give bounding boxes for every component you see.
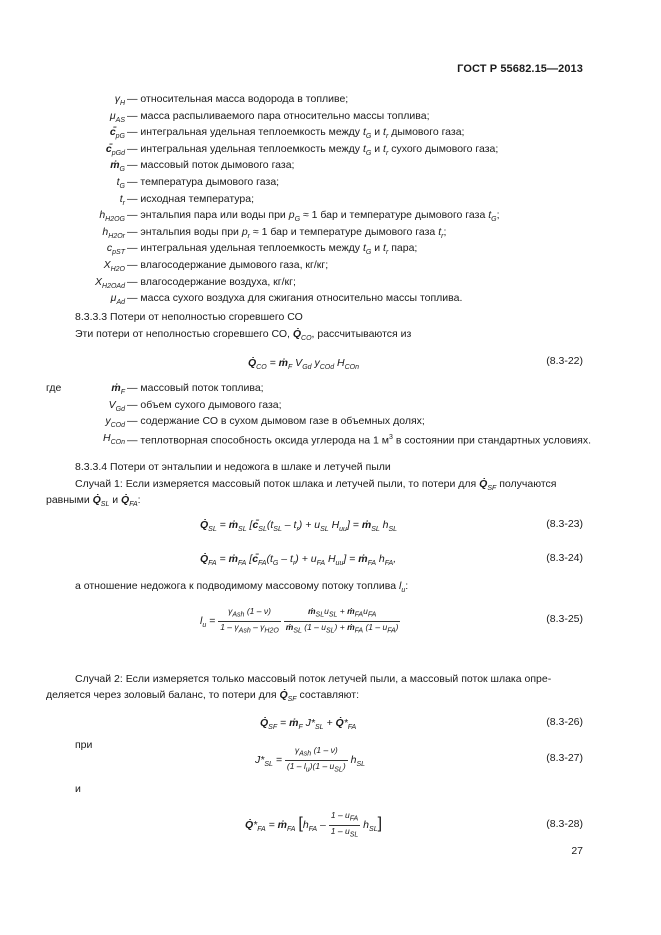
- definition-text: — содержание СО в сухом дымовом газе в объемных долях;: [127, 415, 425, 428]
- equation-8-3-26: $Q̇_{SF}$ = ṁ$_F$ $J*_{SL}$ + $Q̇*_{FA}$: [260, 717, 357, 732]
- equation-number: (8.3-25): [546, 613, 583, 625]
- paragraph: Случай 2: Если измеряется только массовый поток летучей пыли, а массовый поток шлака опре-: [75, 673, 552, 685]
- section-heading: 8.3.3.3 Потери от неполностью сгоревшего СО: [75, 311, 303, 323]
- definition-text: — относительная масса водорода в топливе;: [127, 93, 349, 105]
- definition-text: — интегральная удельная теплоемкость между $t_G$ и $t_r$ сухого дымового газа;: [127, 142, 499, 157]
- definition-symbol: $\gamma_H$: [114, 93, 125, 108]
- definition-symbol: $X_{H2O}$: [103, 258, 125, 274]
- definition-text: — исходная температура;: [127, 192, 255, 205]
- definition-symbol: $c_{pST}$: [106, 242, 125, 257]
- definition-item: [40, 290, 600, 307]
- standard-header: ГОСТ Р 55682.15—2013: [457, 63, 583, 75]
- equation-number: (8.3-26): [546, 716, 583, 728]
- equation-8-3-23: $Q̇_{SL}$ = ṁ$_{SL}$ [$c̄_{SL}(t_{SL} - t_r) + u_{SL}$ $H_{uu}$] = ṁ$_{SL}$ $h_{SL}$: [200, 519, 398, 534]
- paragraph: а отношение недожога к подводимому массовому потоку топлива $l_u$:: [75, 580, 409, 595]
- definition-text: — интегральная удельная теплоемкость между $t_G$ и $t_r$ дымового газа;: [127, 126, 465, 141]
- definition-item: [40, 224, 600, 241]
- equation-8-3-24: $Q̇_{FA}$ = ṁ$_{FA}$ [$c̄_{FA}(t_G - t_r) + u_{FA}$ $H_{uu}$] = ṁ$_{FA}$ $h_{FA}$,: [200, 553, 397, 568]
- definitions-list-2: [40, 380, 600, 446]
- definition-item: [40, 413, 600, 430]
- definition-item: [40, 174, 600, 191]
- definition-item: [40, 141, 600, 158]
- definition-item: [40, 191, 600, 208]
- paragraph: равными $Q̇_{SL}$ и $Q̇_{FA}$:: [46, 494, 141, 509]
- where-label: где: [46, 382, 62, 394]
- equation-number: (8.3-28): [546, 818, 583, 830]
- definition-text: — влагосодержание дымового газа, кг/кг;: [127, 258, 329, 271]
- definition-item: [40, 108, 600, 125]
- definition-symbol: ṁ$_G$: [110, 159, 125, 174]
- definition-text: — влагосодержание воздуха, кг/кг;: [127, 275, 296, 288]
- equation-number: (8.3-24): [546, 552, 583, 564]
- definition-item: [40, 124, 600, 141]
- definition-text: — массовый поток топлива;: [127, 382, 264, 394]
- equation-8-3-25: $l_u$ = $\frac{\gamma_{Ash} (1 - \nu)}{1 - \gamma_{Ash} - \gamma_{H2O}}$ $\frac{ṁ_{SL}u_{SL} + ṁ_{FA}u_{FA}}{ṁ_{SL} (1 - u_{SL}) + ṁ_{FA} (1 - u_{FA})}$: [200, 606, 399, 635]
- definitions-list: [40, 91, 600, 307]
- definition-symbol: $t_r$: [119, 192, 125, 207]
- definition-symbol: $y_{COd}$: [105, 415, 125, 430]
- definition-symbol: $\mu_{Ad}$: [110, 292, 125, 307]
- definition-symbol: $t_G$: [116, 175, 125, 191]
- definition-symbol: ṁ$_F$: [111, 382, 125, 397]
- definition-symbol: $X_{H2OAd}$: [95, 275, 125, 290]
- definition-text: — энтальпия воды при $p_r \approx 1$ бар и температуре дымового газа $t_r$;: [127, 225, 447, 240]
- paragraph: и: [75, 783, 81, 795]
- definition-text: — масса распыливаемого пара относительно массы топлива;: [127, 109, 430, 122]
- page-number: 27: [571, 845, 583, 857]
- section-heading: 8.3.3.4 Потери от энтальпии и недожога в шлаке и летучей пыли: [75, 461, 391, 473]
- definition-item: [40, 380, 600, 397]
- definition-symbol: $H_{COn}$: [103, 431, 125, 446]
- definition-symbol: $\mu_{AS}$: [109, 109, 125, 124]
- definition-item: [40, 240, 600, 257]
- definition-text: — масса сухого воздуха для сжигания относительно массы топлива.: [127, 292, 463, 305]
- definition-text: — массовый поток дымового газа;: [127, 159, 295, 172]
- paragraph: при: [75, 739, 93, 751]
- paragraph: деляется через золовый баланс, то потери для $Q̇_{SF}$ составляют:: [46, 689, 360, 704]
- definition-item: [40, 274, 600, 291]
- definition-symbol: $h_{H2Or}$: [102, 225, 125, 240]
- equation-8-3-28: $Q̇*_{FA}$ = ṁ$_{FA}$ [$h_{FA}$ – $\frac{1 - u_{FA}}{1 - u_{SL}}$ $h_{SL}$]: [245, 810, 383, 839]
- definition-text: — теплотворная способность оксида углерода на 1 $м^3$ в состоянии при стандартных условиях.: [127, 433, 591, 447]
- equation-8-3-27: $J*_{SL}$ = $\frac{\gamma_{Ash} (1 - \nu)}{(1 - l_u)(1 - u_{SL})}$ $h_{SL}$: [255, 745, 365, 774]
- equation-number: (8.3-23): [546, 518, 583, 530]
- definition-text: — температура дымового газа;: [127, 175, 280, 188]
- definition-item: [40, 257, 600, 274]
- definition-item: [40, 91, 600, 108]
- equation-8-3-22: $Q̇_{CO}$ = ṁ$_F$ $V_{Gd}$ $y_{COd}$ $H_{COn}$: [248, 357, 360, 372]
- definition-item: [40, 430, 600, 447]
- definition-text: — интегральная удельная теплоемкость между $t_G$ и $t_r$ пара;: [127, 242, 418, 257]
- definition-symbol: $h_{H2OG}$: [99, 209, 125, 224]
- definition-symbol: $V_{Gd}$: [108, 398, 125, 413]
- paragraph: Эти потери от неполностью сгоревшего СО, $Q̇_{CO}$, рассчитываются из: [75, 328, 412, 343]
- definition-symbol: $c̄_{pG}$: [109, 126, 125, 141]
- definition-item: [40, 397, 600, 414]
- definition-symbol: $c̄_{pGd}$: [105, 142, 125, 157]
- equation-number: (8.3-22): [546, 355, 583, 367]
- paragraph: Случай 1: Если измеряется массовый поток шлака и летучей пыли, то потери для $Q̇_{SF}$ получаются: [75, 478, 557, 493]
- definition-text: — объем сухого дымового газа;: [127, 398, 282, 411]
- definition-text: — энтальпия пара или воды при $p_G \approx 1$ бар и температуре дымового газа $t_G$;: [127, 209, 500, 224]
- definition-item: [40, 157, 600, 174]
- definition-item: [40, 207, 600, 224]
- equation-number: (8.3-27): [546, 752, 583, 764]
